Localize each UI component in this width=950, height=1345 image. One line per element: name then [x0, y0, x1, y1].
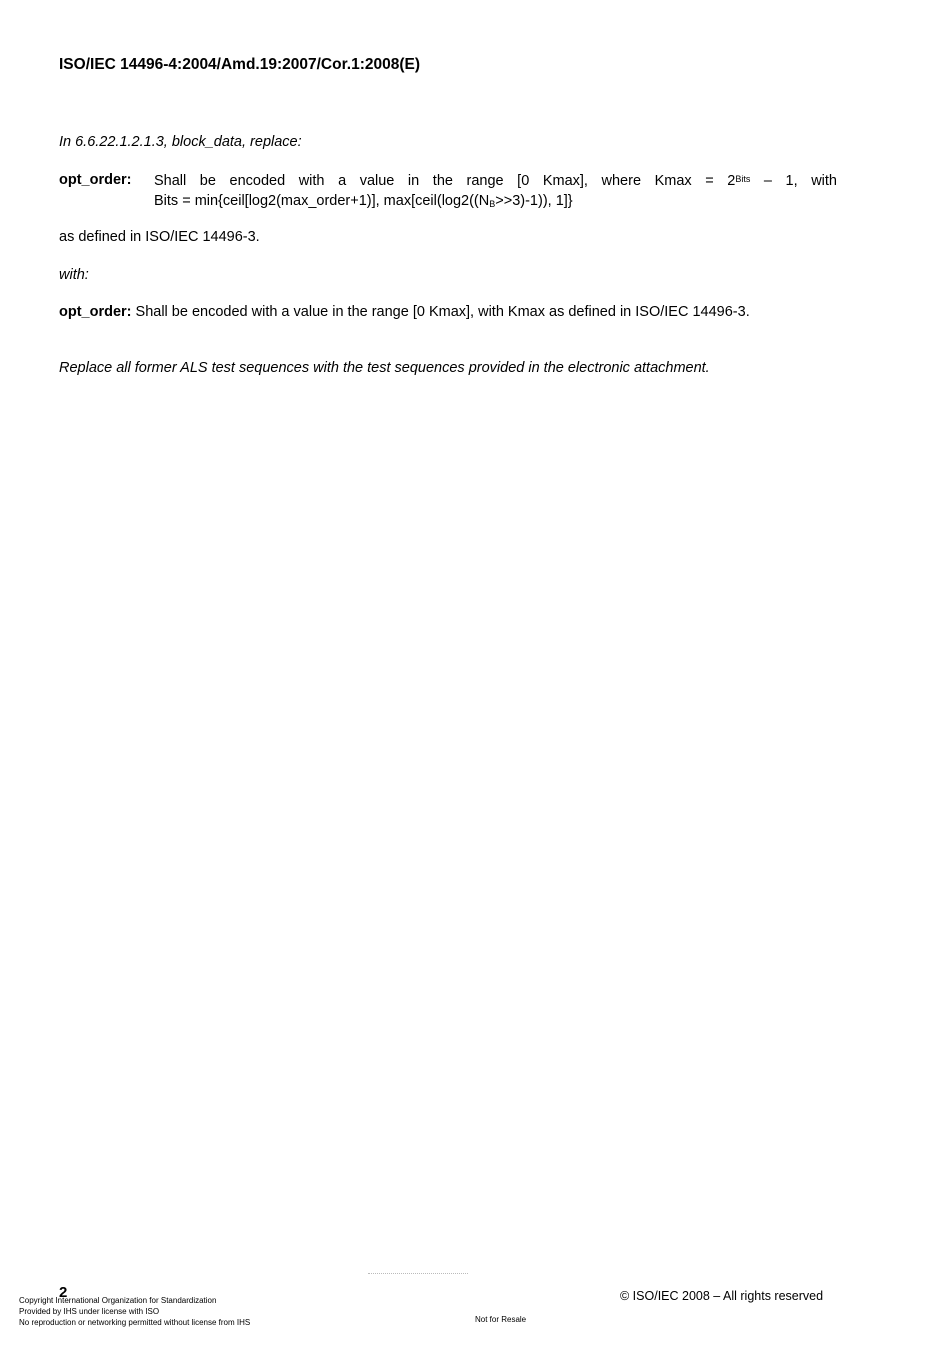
nb-subscript: B: [489, 199, 496, 209]
definition-2: [59, 304, 750, 320]
footer-divider: [368, 1273, 468, 1274]
definition-body-1: [154, 172, 837, 212]
bits-superscript: Bits: [735, 174, 751, 184]
license-line: Provided by IHS under license with ISO: [19, 1307, 160, 1316]
license-line: No reproduction or networking permitted without license from IHS: [19, 1318, 251, 1327]
definition-term-1: opt_order:: [59, 172, 132, 188]
definition-line-2-tail: >>3)-1)), 1]}: [495, 193, 573, 209]
with-label: with:: [59, 267, 89, 283]
definition-line-1-tail: – 1, with: [750, 173, 837, 189]
copyright-notice: © ISO/IEC 2008 – All rights reserved: [620, 1289, 824, 1303]
document-header-title: ISO/IEC 14496-4:2004/Amd.19:2007/Cor.1:2008(E): [59, 56, 420, 73]
license-line: Copyright International Organization for Standardization: [19, 1296, 217, 1305]
definition-text-2: Shall be encoded with a value in the range [0 Kmax], with Kmax as defined in ISO/IEC 14496-3.: [131, 304, 750, 320]
definition-term-2: opt_order:: [59, 304, 132, 320]
instruction-replace: In 6.6.22.1.2.1.3, block_data, replace:: [59, 134, 302, 150]
definition-line-2-text: Bits = min{ceil[log2(max_order+1)], max[ceil(log2((N: [154, 193, 490, 209]
not-for-resale: Not for Resale: [475, 1315, 527, 1324]
license-notice: [19, 1295, 250, 1328]
definition-line-1: [154, 172, 837, 192]
definition-line-2: [154, 192, 837, 212]
paragraph-as-defined: as defined in ISO/IEC 14496-3.: [59, 229, 260, 245]
definition-line-1-text: Shall be encoded with a value in the range [0 Kmax], where Kmax = 2: [154, 173, 736, 189]
instruction-replace-sequences: Replace all former ALS test sequences with the test sequences provided in the electronic attachment.: [59, 360, 710, 376]
page-number: 2: [59, 1284, 68, 1301]
